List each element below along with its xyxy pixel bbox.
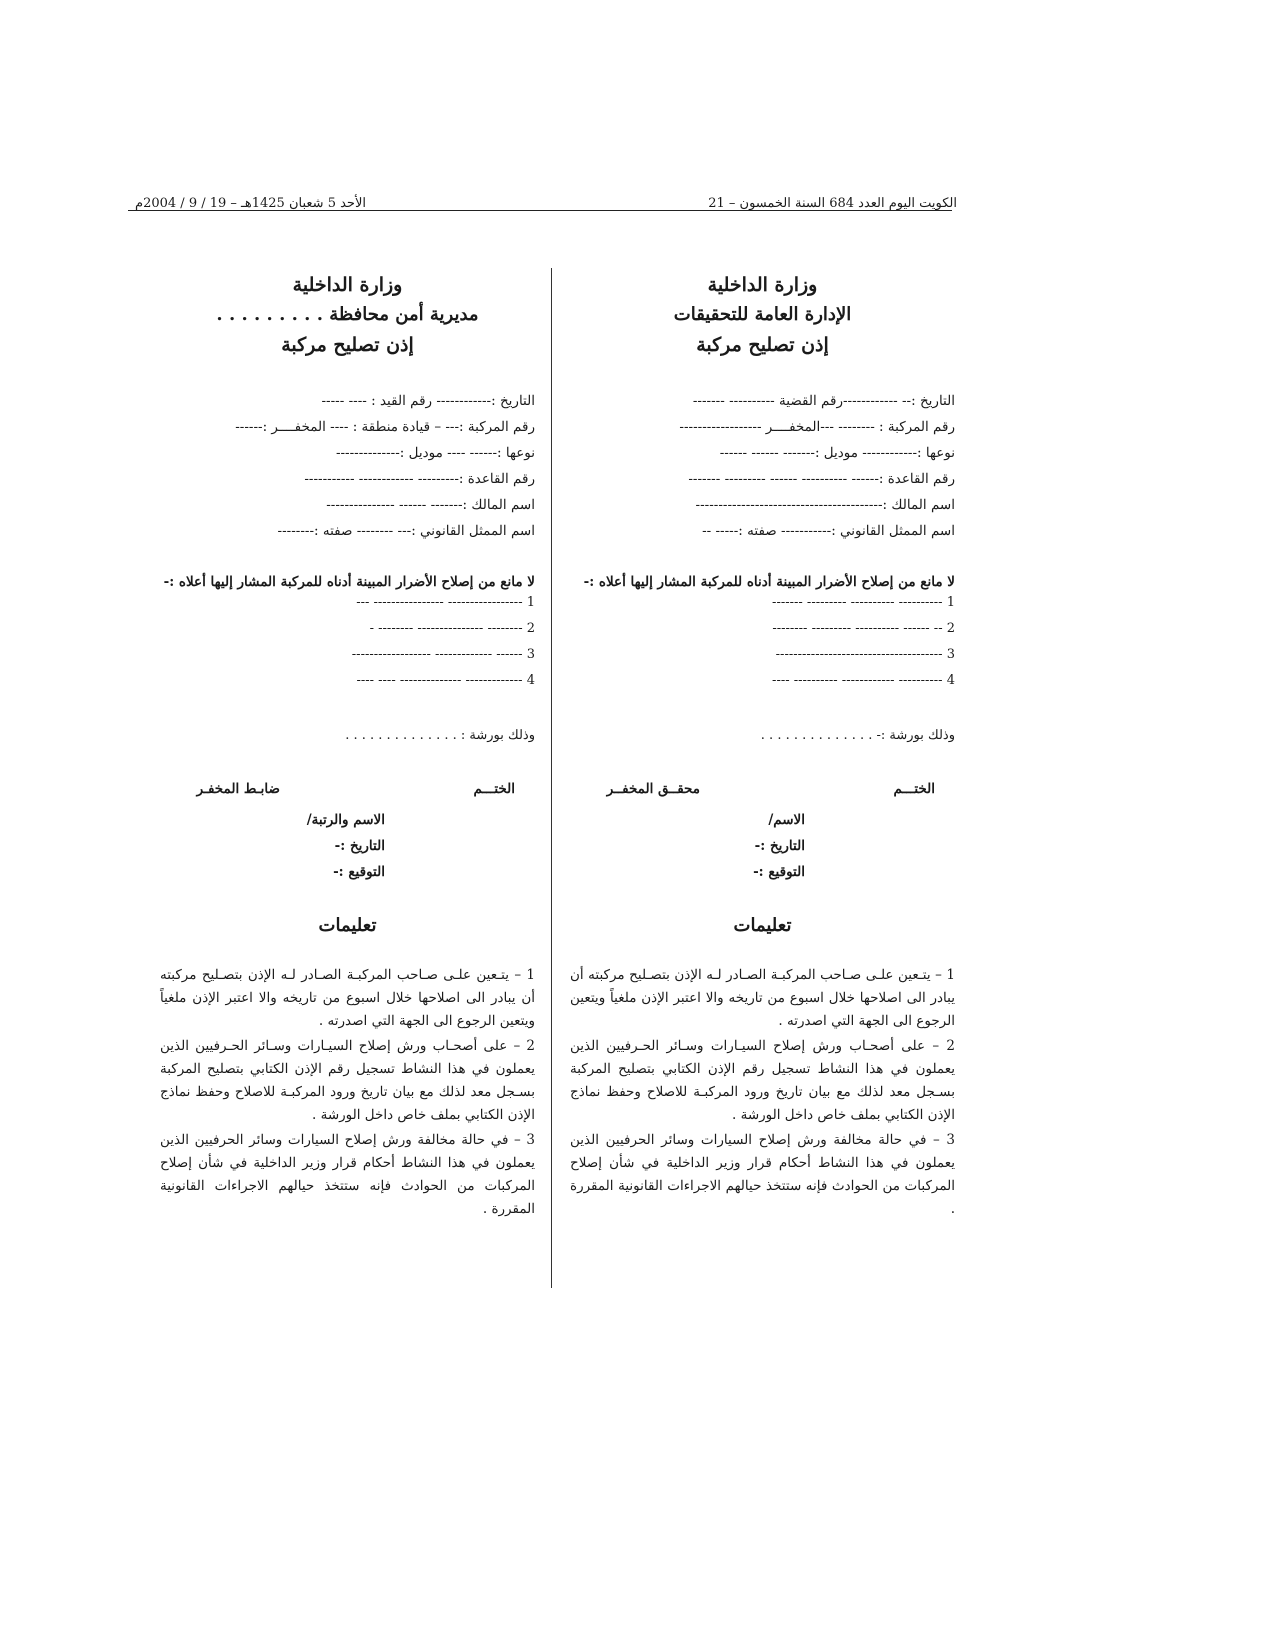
instruction-item: 1 – يتـعين علـى صـاحب المركبـة الصـادر لـه الإذن بتصـليح مركبته أن يبادر الى اصلاحها خلال اسبوع من تاريخه والا اعتبر الإذن ملغياً ويتعين الرجوع الى الجهة التي اصدرته .	[160, 967, 535, 1029]
instructions-title: تعليمات	[318, 915, 377, 936]
damage-row: 2 -------- --------------- -------- -	[369, 621, 535, 636]
seal-label: الختـــم	[473, 781, 515, 797]
damage-row: 4 ------------- -------------- ---- ----	[356, 673, 535, 688]
permit-title: إذن تصليح مركبة	[281, 334, 414, 356]
field-vehicle-number: رقم المركبة : -------- ---المخفــــر ------------------	[679, 419, 955, 435]
field-vehicle-number: رقم المركبة :--- – قيادة منطقة : ---- المخفــــر :------	[235, 419, 535, 435]
signature-header	[160, 781, 535, 807]
damage-section-title: لا مانع من إصلاح الأضرار المبينة أدناه للمركبة المشار إليها أعلاه :-	[583, 574, 955, 590]
damage-row: 3 --------------------------------------	[775, 647, 955, 662]
right-form-fields	[570, 388, 955, 544]
right-permit-form	[570, 270, 955, 1223]
field-legal-representative: اسم الممثل القانوني :--- -------- صفته :--------	[277, 523, 535, 539]
field-date-case: التاريخ :-- ------------رقم القضية ---------- -------	[692, 393, 955, 409]
page-header-issue: الكويت اليوم العدد 684 السنة الخمسون – 21	[708, 196, 957, 211]
damage-section-title: لا مانع من إصلاح الأضرار المبينة أدناه للمركبة المشار إليها أعلاه :-	[163, 574, 535, 590]
officer-label: محقــق المخفــر	[606, 781, 700, 797]
sig-date: التاريخ :-	[334, 838, 385, 854]
signature-lines	[160, 807, 385, 885]
permit-title: إذن تصليح مركبة	[696, 334, 829, 356]
left-permit-form	[160, 270, 535, 1223]
ministry-title: وزارة الداخلية	[707, 274, 818, 296]
signature-lines	[570, 807, 805, 885]
instruction-item: 2 – على أصحـاب ورش إصلاح السيـارات وسـائر الحـرفيين الذين يعملون في هذا النشاط تسجيل رقم الإذن الكتابي بتصليح المركبة بسـجل معد لذلك مع بيان تاريخ ورود المركبـة للاصلاح وحفظ نماذج الإذن الكتابي بملف خاص داخل الورشة .	[160, 1038, 535, 1123]
damage-list	[570, 590, 955, 694]
ministry-title: وزارة الداخلية	[292, 274, 403, 296]
sig-name-rank: الاسم والرتبة/	[306, 812, 385, 828]
sig-date: التاريخ :-	[754, 838, 805, 854]
instructions-title: تعليمات	[733, 915, 792, 936]
right-form-heading	[570, 270, 955, 360]
field-owner-name: اسم المالك :-----------------------------------------	[695, 497, 955, 513]
field-legal-representative: اسم الممثل القانوني :----------- صفته :----- --	[702, 523, 955, 539]
workshop-line: وذلك بورشة :- . . . . . . . . . . . . . .	[760, 728, 955, 743]
officer-label: ضابـط المخفـر	[196, 781, 280, 797]
page-header-date: الأحد 5 شعبان 1425هـ – 19 / 9 / 2004م	[135, 196, 366, 211]
field-chassis-number: رقم القاعدة :--------- ------------ -----------	[304, 471, 535, 487]
signature-header	[570, 781, 955, 807]
sig-signature: التوقيع :-	[753, 864, 805, 880]
damage-list	[160, 590, 535, 694]
instruction-item: 2 – على أصحـاب ورش إصلاح السيـارات وسـائر الحـرفيين الذين يعملون في هذا النشاط تسجيل رقم الإذن الكتابي بتصليح المركبة بسـجل معد لذلك مع بيان تاريخ ورود المركبـة للاصلاح وحفظ نماذج الإذن الكتابي بملف خاص داخل الورشة .	[570, 1038, 955, 1123]
field-owner-name: اسم المالك :------- ------ ---------------	[326, 497, 535, 513]
instruction-item: 1 – يتـعين علـى صـاحب المركبـة الصـادر لـه الإذن بتصـليح مركبته أن يبادر الى اصلاحها خلال اسبوع من تاريخه والا اعتبر الإذن ملغياً ويتعين الرجوع الى الجهة التي اصدرته .	[570, 967, 955, 1029]
damage-row: 1 ----------------- ---------------- ---	[356, 595, 535, 610]
left-form-fields	[160, 388, 535, 544]
field-type-model: نوعها :------------ موديل :------- ------ ------	[719, 445, 955, 461]
workshop-line: وذلك بورشة : . . . . . . . . . . . . . .	[345, 728, 535, 743]
department-title: الإدارة العامة للتحقيقات	[673, 304, 852, 325]
left-form-heading	[160, 270, 535, 360]
field-type-model: نوعها :------ ---- موديل :--------------	[335, 445, 535, 461]
column-divider	[551, 268, 552, 1288]
field-chassis-number: رقم القاعدة :------ ---------- ------ --------- -------	[688, 471, 955, 487]
damage-row: 4 ---------- ------------ ---------- ----	[772, 673, 955, 688]
seal-label: الختـــم	[893, 781, 935, 797]
damage-row: 2 -- ------ ---------- --------- --------	[772, 621, 955, 636]
instruction-item: 3 – في حالة مخالفة ورش إصلاح السيارات وسائر الحرفيين الذين يعملون في هذا النشاط أحكام قرار وزير الداخلية في شأن إصلاح المركبات من الحوادث فإنه ستتخذ حيالهم الاجراءات القانونية المقررة .	[570, 1132, 955, 1217]
instruction-item: 3 – في حالة مخالفة ورش إصلاح السيارات وسائر الحرفيين الذين يعملون في هذا النشاط أحكام قرار وزير الداخلية في شأن إصلاح المركبات من الحوادث فإنه ستتخذ حيالهم الاجراءات القانونية المقررة .	[160, 1132, 535, 1217]
header-rule	[128, 210, 952, 211]
damage-row: 1 ---------- ---------- --------- -------	[772, 595, 955, 610]
sig-name: الاسم/	[768, 812, 805, 828]
field-date-record: التاريخ :------------ رقم القيد : ---- -----	[321, 393, 535, 409]
directorate-title: مديرية أمن محافظة . . . . . . . . .	[216, 304, 479, 325]
damage-row: 3 ------ ------------- ------------------	[351, 647, 535, 662]
sig-signature: التوقيع :-	[333, 864, 385, 880]
